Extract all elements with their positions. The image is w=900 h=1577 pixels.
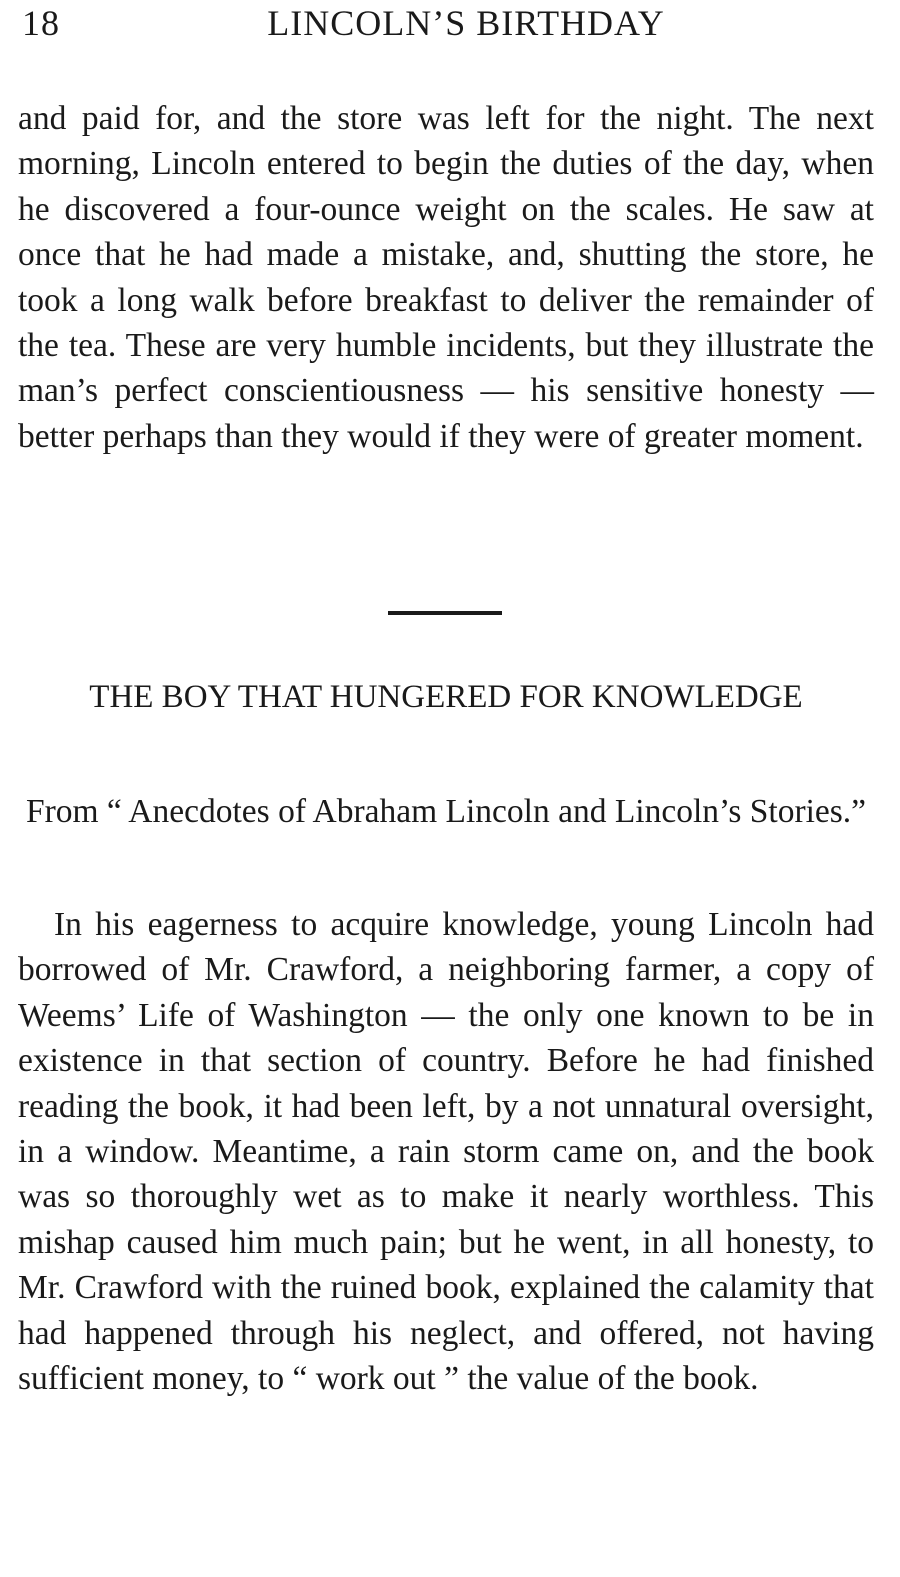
- running-title: LINCOLN’S BIRTHDAY: [267, 3, 665, 43]
- page-number: 18: [22, 3, 60, 43]
- running-head: [22, 2, 880, 52]
- paragraph-continued: and paid for, and the store was left for the night. The next morning, Lincoln entered to begin the duties of the day, when he discovered a four-ounce weight on the scales. He saw at once that he had made a mistake, and, shutting the store, he took a long walk before breakfast to deliver the remainder of the tea. These are very humble incidents, but they illustrate the man’s perfect conscientiousness — his sensitive honesty — better perhaps than they would if they were of greater moment.: [18, 100, 874, 455]
- section-heading: THE BOY THAT HUNGERED FOR KNOWLEDGE: [89, 679, 803, 715]
- paragraph-anecdote: In his eagerness to acquire knowledge, young Lincoln had borrowed of Mr. Crawford, a neighboring farmer, a copy of Weems’ Life of Washington — the only one known to be in existence in that section of country. Before he had finished reading the book, it had been left, by a not unnatural oversight, in a window. Meantime, a rain storm came on, and the book was so thoroughly wet as to make it nearly worthless. This mishap caused him much pain; but he went, in all honesty, to Mr. Crawford with the ruined book, explained the calamity that had happened through his neglect, and offered, not having sufficient money, to “ work out ” the value of the book.: [18, 906, 874, 1398]
- source-attribution: From “ Anecdotes of Abraham Lincoln and Lincoln’s Stories.”: [25, 793, 867, 830]
- section-divider: [388, 611, 502, 615]
